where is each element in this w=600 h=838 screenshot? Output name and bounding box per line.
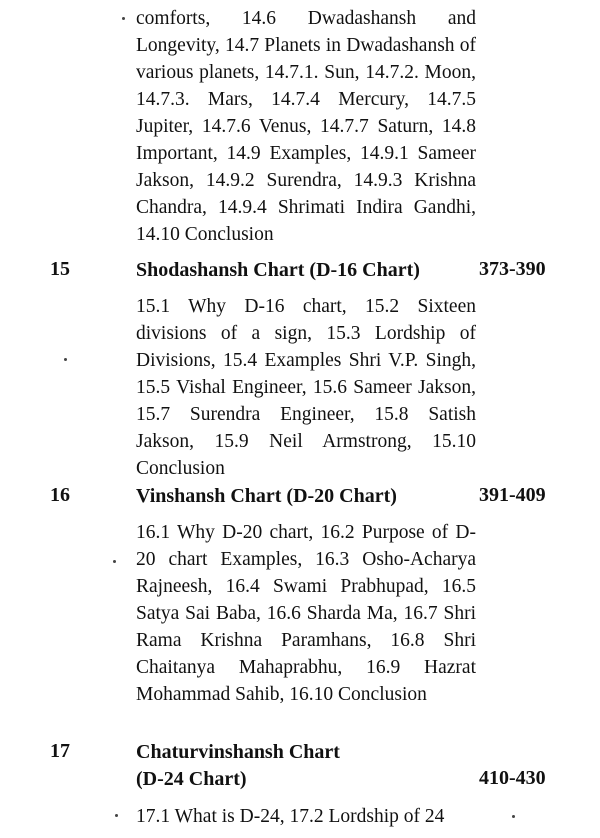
- speck: [122, 17, 125, 20]
- chapter-15-number: 15: [50, 258, 70, 280]
- chapter-15-description: 15.1 Why D-16 chart, 15.2 Sixteen divisions of a sign, 15.3 Lordship of Divisions, 15.4 Examples Shri V.P. Singh, 15.5 Vishal Engineer, 15.6 Sameer Jakson, 15.7 Surendra Engineer, 15.8 Satish Jakson, 15.9 Neil Armstrong, 15.10 Conclusion: [136, 296, 476, 479]
- speck: [115, 814, 118, 817]
- chapter-17-pages: 410-430: [479, 767, 546, 789]
- chapter-15-pages: 373-390: [479, 258, 546, 280]
- speck: [64, 358, 67, 361]
- chapter-16-title: Vinshansh Chart (D-20 Chart): [136, 485, 397, 507]
- chapter-17-description: 17.1 What is D-24, 17.2 Lordship of 24: [136, 806, 445, 827]
- chapter-16-description: 16.1 Why D-20 chart, 16.2 Purpose of D-20 chart Examples, 16.3 Osho-Acharya Rajneesh, 16.4 Swami Prabhupad, 16.5 Satya Sai Baba, 16.6 Sharda Ma, 16.7 Shri Rama Krishna Paramhans, 16.8 Shri Chaitanya Mahaprabhu, 16.9 Hazrat Mohammad Sahib, 16.10 Conclusion: [136, 522, 476, 705]
- chapter-16-number: 16: [50, 484, 70, 506]
- chapter-16-pages: 391-409: [479, 484, 546, 506]
- speck: [512, 815, 515, 818]
- chapter-17-title-line2: (D-24 Chart): [136, 768, 247, 790]
- chapter-14-continued-text: comforts, 14.6 Dwadashansh and Longevity, 14.7 Planets in Dwadashansh of various planets, 14.7.1. Sun, 14.7.2. Moon, 14.7.3. Mars, 14.7.4 Mercury, 14.7.5 Jupiter, 14.7.6 Venus, 14.7.7 Saturn, 14.8 Important, 14.9 Examples, 14.9.1 Sameer Jakson, 14.9.2 Surendra, 14.9.3 Krishna Chandra, 14.9.4 Shrimati Indira Gandhi, 14.10 Conclusion: [136, 8, 476, 245]
- chapter-17-title-line1: Chaturvinshansh Chart: [136, 741, 340, 763]
- chapter-15-title: Shodashansh Chart (D-16 Chart): [136, 259, 420, 281]
- chapter-17-number: 17: [50, 740, 70, 762]
- speck: [113, 560, 116, 563]
